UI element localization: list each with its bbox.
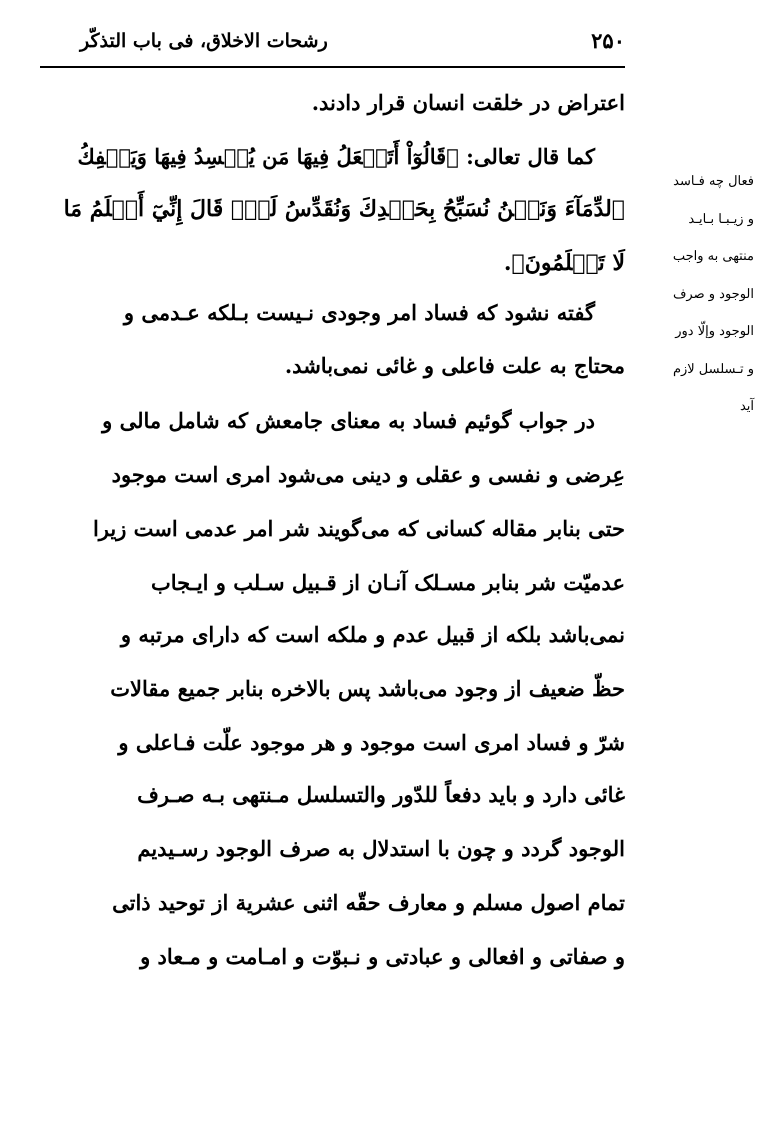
running-title: رشحات الاخلاق، فی باب التذکّر (80, 30, 328, 52)
body-line: محتاج به علت فاعلی و غائی نمی‌باشد. (284, 353, 625, 378)
body-line: و صفاتی و افعالی و عبادتی و نـبوّت و امـامت و مـعاد و (140, 944, 625, 969)
margin-note-line: آید (739, 399, 754, 414)
body-line: غائی دارد و باید دفعاً للدّور والتسلسل مـنتهی بـه صـرف (137, 782, 625, 807)
margin-note-line: و زیـبـا بـایـد (688, 211, 754, 227)
page-number: ۲۵۰ (591, 28, 625, 53)
body-line: گفته نشود که فساد امر وجودی نـیست بـلکه عـدمی و (123, 300, 595, 325)
body-line: حظّ ضعیف از وجود می‌باشد پس بالاخره بنابر جمیع مقالات (110, 676, 625, 701)
body-line: حتی بنابر مقاله کسانی که می‌گویند شر امر عدمی است زیرا (92, 516, 625, 541)
body-line: عدمیّت شر بنابر مسـلک آنـان از قـبیل سـلب و ایـجاب (150, 570, 625, 595)
margin-note-line: و تـسلسل لازم (672, 361, 754, 377)
body-line: نمی‌باشد بلکه از قبیل عدم و ملکه است که دارای مرتبه و (120, 622, 625, 647)
body-line: در جواب گوئیم فساد به معنای جامعش که شامل مالی و (102, 408, 595, 433)
margin-note-line: منتهی به واجب (672, 249, 754, 264)
quran-line: کما قال تعالی: ﴿قَالُوٓاْ أَتَجۡعَلُ فِيهَا مَن يُفۡسِدُ فِيهَا وَيَسۡفِكُ (77, 144, 595, 169)
body-line: الوجود گردد و چون با استدلال به صرف الوجود رسـیدیم (137, 836, 625, 861)
quran-line: ٱلدِّمَآءَ وَنَحۡنُ نُسَبِّحُ بِحَمۡدِكَ وَنُقَدِّسُ لَكَۖ قَالَ إِنِّيٓ أَعۡلَمُ مَا (63, 196, 625, 222)
body-line: عِرضی و نفسی و عقلی و دینی می‌شود امری است موجود (111, 462, 625, 487)
body-text (40, 0, 625, 1123)
margin-note (634, 163, 754, 426)
body-line: شرّ و فساد امری است موجود و هر موجود علّت فـاعلی و (118, 730, 625, 755)
margin-note-line: الوجود وإلّا دور (675, 324, 754, 339)
margin-note-line: فعال چه فـاسد (673, 174, 754, 189)
quran-line: لَا تَعۡلَمُونَ﴾. (503, 250, 625, 276)
body-line: اعتراض در خلقت انسان قرار دادند. (311, 90, 625, 115)
margin-note-line: الوجود و صرف (672, 286, 754, 302)
body-line: تمام اصول مسلم و معارف حقّه اثنی عشریة از توحید ذاتی (112, 890, 625, 915)
